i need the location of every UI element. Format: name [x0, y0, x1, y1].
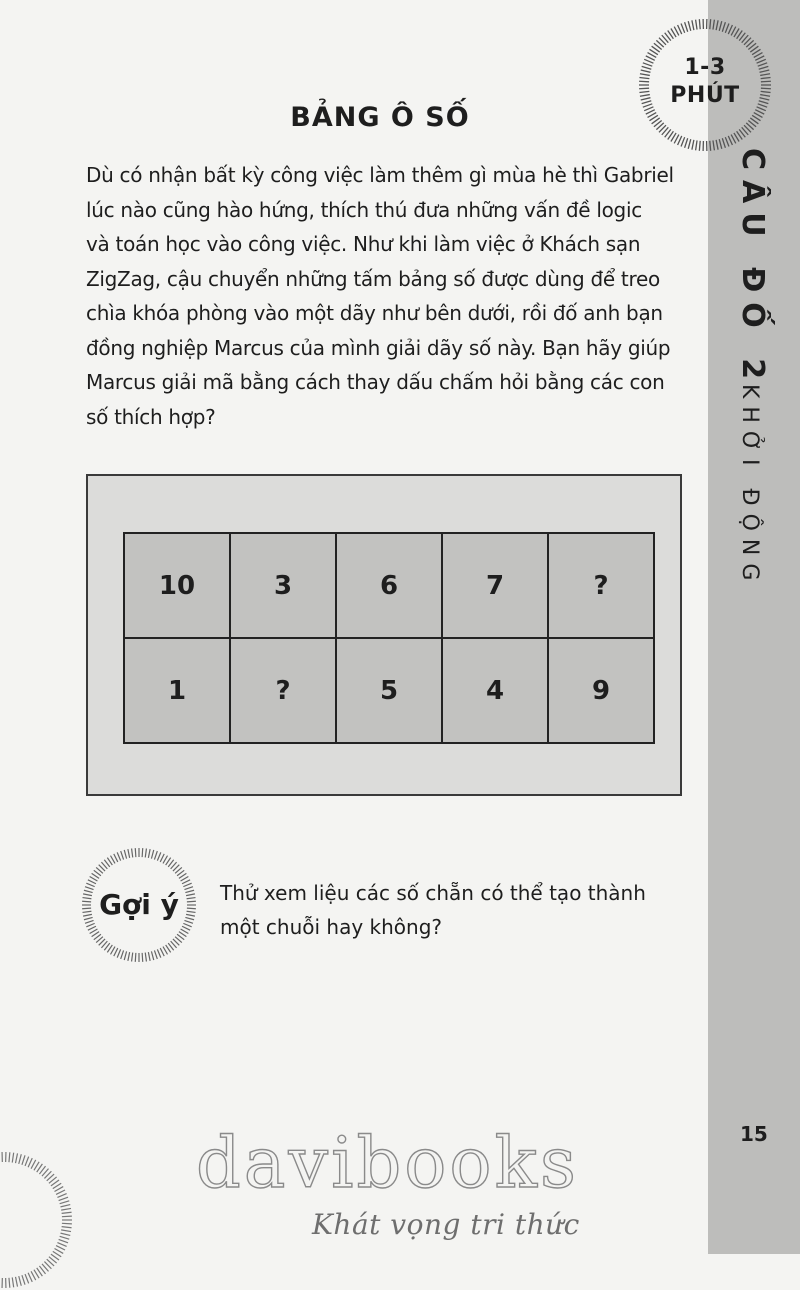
ring-tick	[157, 852, 160, 860]
ring-tick	[688, 21, 691, 31]
ring-tick	[56, 1246, 65, 1250]
ring-tick	[124, 951, 126, 960]
ring-tick	[692, 140, 694, 150]
ring-tick	[719, 139, 722, 149]
ring-tick	[9, 1152, 10, 1162]
text-line: đồng nghiệp Marcus của mình giải dãy số này. Bạn hãy giúp	[86, 331, 686, 366]
puzzle-description	[86, 158, 686, 434]
grid-cell: ?	[230, 638, 336, 743]
ring-tick	[111, 947, 116, 955]
ring-tick	[59, 1197, 68, 1200]
ring-tick	[60, 1236, 70, 1239]
ring-tick	[60, 1205, 70, 1207]
hint-text	[220, 876, 660, 944]
ring-tick	[12, 1153, 13, 1163]
ring-tick	[154, 851, 157, 860]
ring-tick	[696, 20, 697, 30]
ring-tick	[183, 883, 191, 886]
time-range: 1-3	[636, 54, 774, 82]
ring-tick	[725, 23, 729, 32]
ring-tick	[696, 140, 697, 150]
section-label: KHỞI ĐỘNG	[737, 384, 762, 588]
ring-tick	[181, 877, 189, 882]
ring-tick	[22, 1275, 25, 1285]
text-line: Marcus giải mã bằng cách thay dấu chấm hỏi bằng các con	[86, 365, 686, 400]
ring-tick	[135, 848, 136, 857]
ring-tick	[57, 1243, 66, 1247]
ring-tick	[145, 848, 146, 857]
ring-tick	[22, 1155, 25, 1165]
ring-tick	[163, 947, 168, 955]
ring-tick	[157, 949, 160, 957]
ring-tick	[124, 850, 126, 859]
ring-tick	[692, 20, 694, 30]
ring-tick	[25, 1274, 29, 1283]
ring-tick	[181, 929, 189, 934]
ring-tick	[151, 850, 153, 859]
ring-tick	[728, 136, 732, 145]
ring-tick	[182, 880, 190, 884]
ring-tick	[163, 856, 168, 864]
text-line: Dù có nhận bất kỳ công việc làm thêm gì mùa hè thì Gabriel	[86, 158, 686, 193]
grid-cell: 3	[230, 533, 336, 638]
page-title: BẢNG Ô SỐ	[0, 102, 760, 133]
hint-line: một chuỗi hay không?	[220, 910, 660, 944]
ring-tick	[12, 1277, 13, 1287]
ring-tick	[62, 1227, 72, 1228]
ring-tick	[62, 1216, 72, 1217]
ring-tick	[62, 1223, 72, 1224]
ring-tick	[62, 1212, 72, 1213]
ring-tick	[183, 923, 191, 926]
grid-cell: 10	[124, 533, 230, 638]
ring-tick	[114, 948, 118, 956]
text-line: ZigZag, cậu chuyển những tấm bảng số được dùng để treo	[86, 262, 686, 297]
ring-tick	[710, 141, 711, 151]
decorative-ring	[0, 1150, 74, 1290]
ring-tick	[90, 877, 98, 882]
ring-tick	[90, 929, 98, 934]
text-line: lúc nào cũng hào hứng, thích thú đưa những vấn đề logic	[86, 193, 686, 228]
grid-row	[124, 533, 654, 638]
ring-tick	[16, 1277, 18, 1287]
ring-tick	[699, 141, 700, 151]
number-grid	[123, 532, 655, 744]
ring-tick	[145, 953, 146, 962]
ring-tick	[719, 21, 722, 31]
ring-tick	[688, 139, 691, 149]
ring-tick	[182, 926, 190, 930]
ring-tick	[57, 1194, 66, 1198]
ring-tick	[28, 1158, 32, 1167]
ring-tick	[713, 20, 714, 30]
ring-tick	[128, 849, 130, 858]
hint-line: Thử xem liệu các số chẵn có thể tạo thành	[220, 876, 660, 910]
ring-tick	[86, 883, 94, 886]
ring-tick	[722, 22, 725, 32]
page-number: 15	[740, 1122, 768, 1146]
ring-tick	[25, 1157, 29, 1166]
grid-cell: 5	[336, 638, 442, 743]
text-line: số thích hợp?	[86, 400, 686, 435]
ring-tick	[678, 25, 682, 34]
grid-cell: 1	[124, 638, 230, 743]
ring-tick	[128, 952, 130, 961]
ring-tick	[60, 1201, 70, 1204]
ring-tick	[142, 953, 143, 962]
grid-cell: ?	[548, 533, 654, 638]
text-line: chìa khóa phòng vào một dãy như bên dưới, rồi đố anh bạn	[86, 296, 686, 331]
ring-tick	[142, 848, 143, 857]
ring-tick	[16, 1153, 18, 1163]
ring-tick	[148, 849, 150, 858]
ring-tick	[148, 952, 150, 961]
watermark-logo: davibooks	[196, 1122, 579, 1204]
grid-cell: 7	[442, 533, 548, 638]
time-unit: PHÚT	[636, 82, 774, 110]
ring-tick	[88, 880, 96, 884]
text-line: và toán học vào công việc. Như khi làm việc ở Khách sạn	[86, 227, 686, 262]
ring-tick	[56, 1190, 65, 1194]
ring-tick	[678, 136, 682, 145]
ring-tick	[716, 140, 718, 150]
ring-tick	[59, 1239, 68, 1242]
ring-tick	[19, 1154, 22, 1164]
ring-tick	[685, 138, 688, 148]
hint-label: Gợi ý	[80, 888, 198, 921]
ring-tick	[716, 20, 718, 30]
ring-tick	[699, 19, 700, 29]
ring-tick	[88, 926, 96, 930]
ring-tick	[135, 953, 136, 962]
ring-tick	[725, 137, 729, 146]
ring-tick	[681, 137, 685, 146]
ring-tick	[685, 22, 688, 32]
ring-tick	[722, 138, 725, 148]
ring-tick	[710, 19, 711, 29]
grid-cell: 6	[336, 533, 442, 638]
ring-tick	[117, 949, 120, 957]
grid-cell: 9	[548, 638, 654, 743]
ring-tick	[121, 851, 124, 860]
ring-tick	[19, 1276, 22, 1286]
ring-tick	[28, 1273, 32, 1282]
ring-tick	[61, 1208, 71, 1210]
ring-tick	[9, 1278, 10, 1288]
ring-tick	[117, 852, 120, 860]
ring-tick	[61, 1230, 71, 1232]
ring-tick	[111, 856, 116, 864]
ring-tick	[154, 950, 157, 959]
ring-tick	[681, 23, 685, 32]
ring-tick	[728, 25, 732, 34]
ring-tick	[132, 848, 133, 857]
ring-tick	[121, 950, 124, 959]
watermark-tagline: Khát vọng tri thức	[312, 1208, 580, 1241]
grid-row	[124, 638, 654, 743]
ring-tick	[86, 923, 94, 926]
ring-tick	[713, 140, 714, 150]
ring-tick	[160, 948, 164, 956]
ring-tick	[132, 953, 133, 962]
ring-tick	[151, 951, 153, 960]
ring-tick	[114, 854, 118, 862]
grid-cell: 4	[442, 638, 548, 743]
ring-tick	[60, 1233, 70, 1235]
ring-tick	[160, 854, 164, 862]
chapter-label: CÂU ĐỐ 2	[735, 148, 770, 389]
